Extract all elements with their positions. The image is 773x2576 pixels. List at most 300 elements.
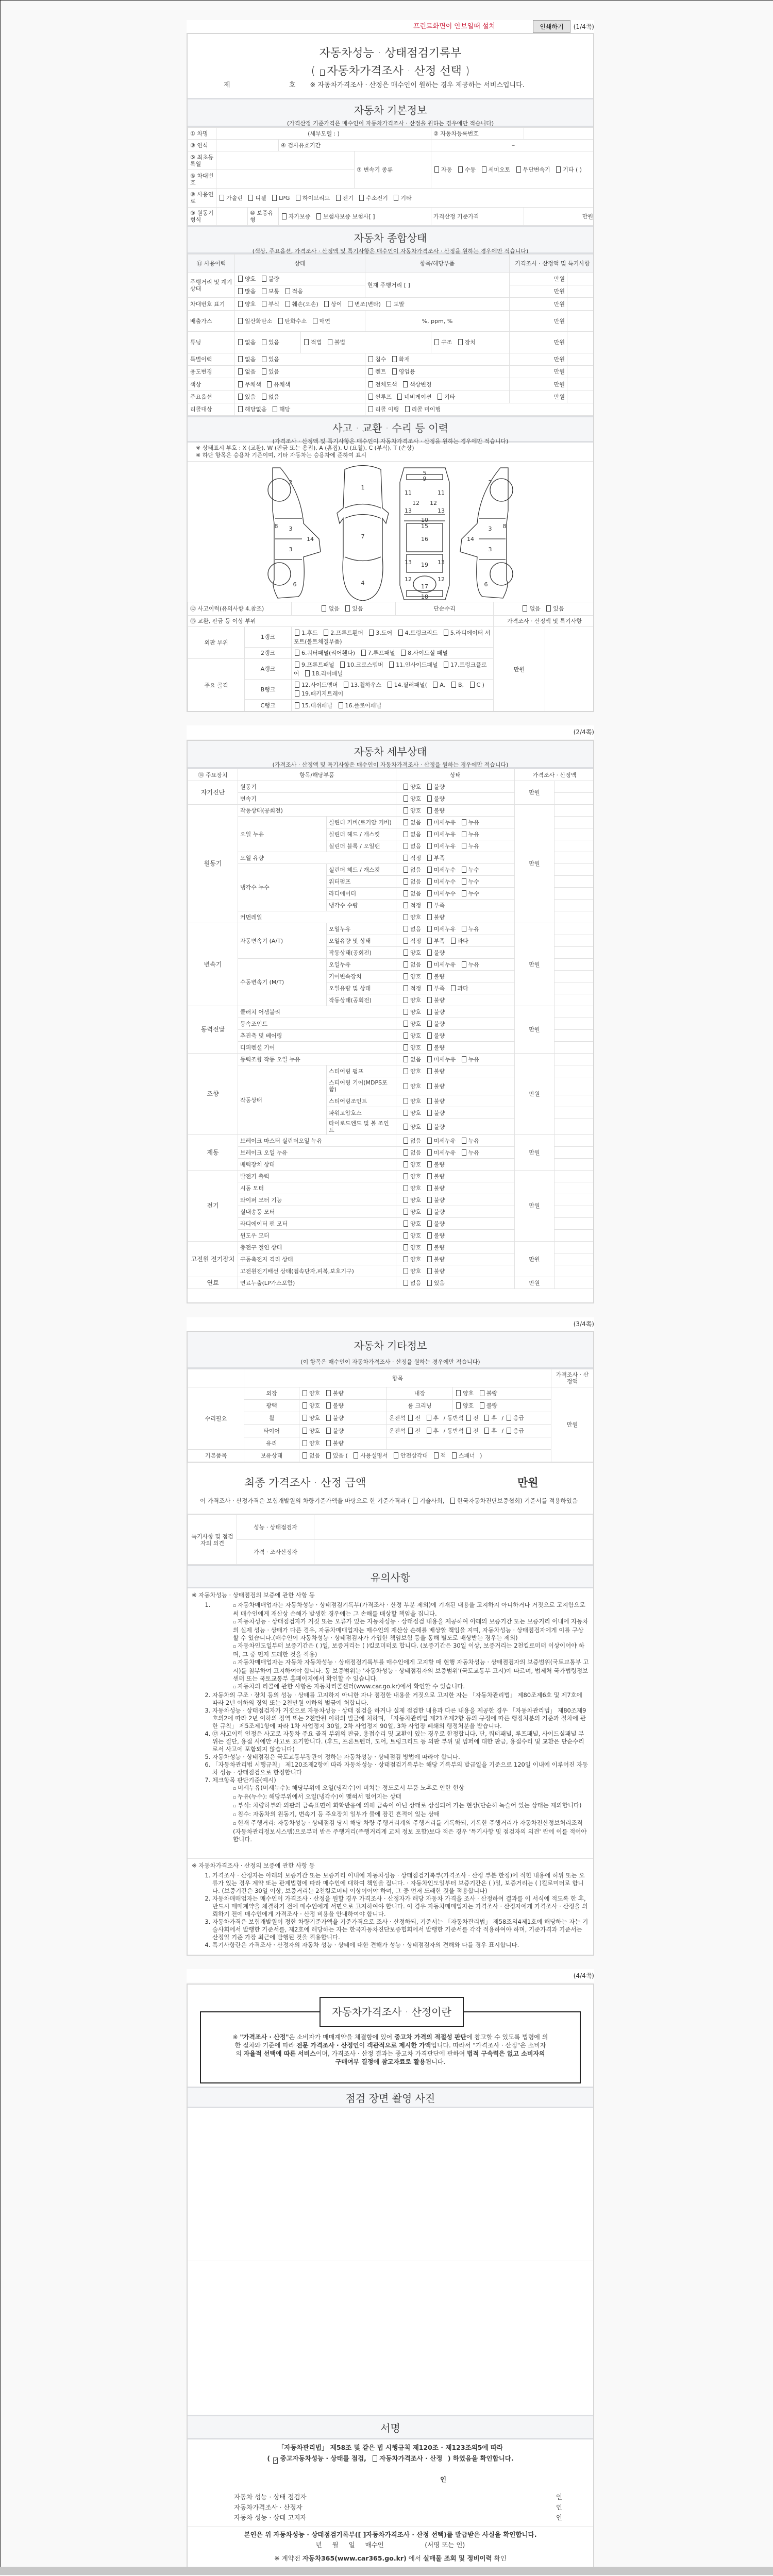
remark-field[interactable]: [567, 378, 594, 391]
checkbox[interactable]: [433, 682, 438, 688]
checkbox[interactable]: [427, 926, 432, 932]
remark-field[interactable]: [554, 1042, 595, 1054]
checkbox-option[interactable]: [457, 339, 476, 346]
checkbox[interactable]: [427, 1044, 432, 1050]
price-field[interactable]: 만원: [515, 781, 554, 805]
checkbox[interactable]: [303, 1452, 307, 1459]
checkbox[interactable]: [368, 406, 373, 412]
checkbox[interactable]: [427, 1138, 432, 1144]
checkbox-option[interactable]: [426, 961, 456, 968]
remark-field[interactable]: [554, 1230, 595, 1242]
checkbox-option[interactable]: [367, 356, 386, 363]
checkbox[interactable]: [427, 1056, 432, 1062]
remark-field[interactable]: [554, 959, 595, 971]
checkbox[interactable]: [404, 867, 408, 873]
checkbox[interactable]: [386, 301, 391, 307]
checkbox[interactable]: [404, 1009, 408, 1015]
checkbox[interactable]: [295, 662, 299, 668]
checkbox[interactable]: [427, 1244, 432, 1250]
checkbox[interactable]: [450, 1498, 455, 1504]
checkbox-option[interactable]: [426, 831, 456, 838]
checkbox-option[interactable]: [393, 195, 411, 201]
checkbox[interactable]: [462, 1138, 466, 1144]
seal-mark[interactable]: 인: [556, 2493, 562, 2501]
checkbox-option[interactable]: [247, 195, 266, 201]
checkbox[interactable]: [328, 339, 332, 345]
checkbox[interactable]: [470, 682, 475, 688]
checkbox-option[interactable]: [325, 1415, 344, 1421]
remark-field[interactable]: [554, 1159, 595, 1171]
checkbox[interactable]: [238, 339, 243, 345]
remark-field[interactable]: [554, 817, 595, 828]
remark-field[interactable]: [545, 627, 595, 712]
checkbox[interactable]: [394, 195, 398, 201]
checkbox[interactable]: [262, 356, 266, 362]
remark-field[interactable]: [554, 1277, 595, 1289]
checkbox-option[interactable]: [436, 394, 455, 400]
checkbox[interactable]: [295, 690, 299, 697]
checkbox[interactable]: [404, 1110, 408, 1116]
checkbox-option[interactable]: [261, 339, 279, 346]
checkbox[interactable]: [404, 997, 408, 1003]
checkbox-option[interactable]: [461, 867, 479, 873]
checkbox[interactable]: [427, 831, 432, 837]
checkbox-option[interactable]: [450, 682, 464, 688]
checkbox-option[interactable]: [237, 406, 267, 413]
checkbox[interactable]: [267, 381, 272, 387]
price-field[interactable]: 만원: [515, 1171, 554, 1242]
checkbox-option[interactable]: [426, 1149, 456, 1156]
checkbox-option[interactable]: [323, 630, 363, 636]
checkbox[interactable]: [458, 166, 463, 173]
checkbox-option[interactable]: [325, 1452, 348, 1459]
checkbox[interactable]: [523, 605, 527, 612]
checkbox-option[interactable]: [426, 1110, 445, 1116]
remark-field[interactable]: [554, 1135, 595, 1147]
print-button[interactable]: 인쇄하기: [533, 20, 570, 33]
remark-field[interactable]: [554, 888, 595, 900]
checkbox[interactable]: ✓: [274, 2458, 278, 2463]
remark-field[interactable]: [554, 923, 595, 935]
checkbox[interactable]: [427, 950, 432, 956]
checkbox-option[interactable]: [426, 985, 445, 992]
checkbox-option[interactable]: [461, 890, 479, 897]
checkbox[interactable]: [404, 914, 408, 920]
checkbox-option[interactable]: [426, 1268, 445, 1275]
car365-link[interactable]: 자동차365(www.car365.go.kr): [302, 2554, 407, 2562]
checkbox[interactable]: [427, 819, 432, 825]
checkbox-option[interactable]: [426, 1173, 445, 1180]
checkbox-option[interactable]: [479, 1390, 497, 1397]
checkbox[interactable]: [408, 1428, 413, 1434]
checkbox-option[interactable]: [402, 914, 421, 921]
checkbox-option[interactable]: [457, 166, 476, 173]
checkbox-option[interactable]: [367, 394, 392, 400]
mileage-field[interactable]: 현재 주행거리 [ ]: [365, 273, 510, 298]
checkbox[interactable]: [456, 1390, 461, 1396]
checkbox-option[interactable]: [402, 997, 421, 1004]
checkbox-option[interactable]: [284, 301, 318, 308]
checkbox-option[interactable]: [400, 650, 448, 656]
checkbox[interactable]: [404, 1021, 408, 1027]
checkbox[interactable]: [482, 166, 486, 173]
checkbox-option[interactable]: [404, 406, 441, 413]
remark-field[interactable]: [554, 876, 595, 888]
checkbox[interactable]: [326, 1415, 331, 1421]
checkbox-option[interactable]: [237, 318, 272, 325]
checkbox[interactable]: [262, 394, 266, 400]
checkbox-option[interactable]: [237, 276, 256, 282]
checkbox-option[interactable]: [402, 807, 421, 814]
seal-mark[interactable]: 인: [556, 2503, 562, 2511]
checkbox[interactable]: [484, 1415, 489, 1421]
checkbox[interactable]: [238, 288, 243, 294]
checkbox-option[interactable]: [402, 1044, 421, 1051]
checkbox-option[interactable]: [301, 1428, 320, 1434]
remark-field[interactable]: [554, 828, 595, 840]
checkbox[interactable]: [438, 394, 442, 400]
remark-field[interactable]: [554, 935, 595, 947]
checkbox[interactable]: [273, 406, 277, 412]
checkbox-option[interactable]: [301, 1415, 320, 1421]
checkbox-option[interactable]: [426, 855, 445, 861]
checkbox[interactable]: [456, 1402, 461, 1409]
checkbox-option[interactable]: [515, 166, 550, 173]
price-field[interactable]: 만원: [510, 311, 567, 332]
checkbox-option[interactable]: [461, 831, 479, 838]
checkbox-option[interactable]: [343, 682, 381, 688]
checkbox[interactable]: [427, 1185, 432, 1191]
checkbox-option[interactable]: [391, 356, 410, 363]
checkbox[interactable]: [451, 682, 456, 688]
remark-field[interactable]: [554, 1194, 595, 1206]
checkbox[interactable]: [404, 1280, 408, 1286]
remark-field[interactable]: [554, 1065, 595, 1077]
checkbox[interactable]: [303, 1440, 307, 1446]
checkbox-option[interactable]: [461, 926, 479, 933]
checkbox-option[interactable]: [426, 1124, 445, 1130]
checkbox-option[interactable]: [402, 1056, 421, 1063]
checkbox[interactable]: [480, 1390, 484, 1396]
checkbox[interactable]: [507, 1415, 511, 1421]
checkbox[interactable]: [427, 795, 432, 802]
checkbox-option[interactable]: [426, 1197, 445, 1204]
checkbox[interactable]: [369, 630, 374, 636]
checkbox-option[interactable]: [483, 1415, 497, 1421]
checkbox-option[interactable]: [426, 819, 456, 826]
remark-field[interactable]: [567, 311, 594, 332]
checkbox[interactable]: [403, 381, 408, 387]
checkbox-option[interactable]: [402, 926, 421, 933]
price-field[interactable]: 만원: [510, 332, 567, 353]
checkbox-option[interactable]: [433, 1452, 446, 1459]
checkbox[interactable]: [427, 1149, 432, 1156]
checkbox[interactable]: [404, 950, 408, 956]
checkbox-option[interactable]: [277, 318, 307, 325]
checkbox[interactable]: [462, 878, 466, 885]
checkbox-option[interactable]: [455, 1402, 474, 1409]
checkbox[interactable]: [484, 1428, 489, 1434]
checkbox-option[interactable]: [325, 1428, 344, 1434]
checkbox[interactable]: [404, 1149, 408, 1156]
checkbox[interactable]: [444, 630, 448, 636]
checkbox-option[interactable]: [261, 276, 279, 282]
checkbox-option[interactable]: [402, 1209, 421, 1215]
remark-field[interactable]: [554, 1054, 595, 1065]
emission-field[interactable]: %, ppm, %: [365, 311, 510, 332]
checkbox[interactable]: [405, 406, 410, 412]
checkbox-option[interactable]: [407, 1415, 421, 1421]
checkbox-option[interactable]: [301, 1452, 320, 1459]
checkbox-option[interactable]: [266, 381, 290, 388]
checkbox[interactable]: [282, 213, 287, 219]
checkbox-option[interactable]: [402, 1280, 421, 1286]
checkbox-option[interactable]: [426, 1280, 445, 1286]
checkbox-option[interactable]: [325, 1390, 344, 1397]
car-name-field[interactable]: (세부모델 : ): [216, 128, 431, 140]
checkbox[interactable]: [295, 630, 299, 636]
checkbox[interactable]: [427, 1232, 432, 1239]
checkbox-option[interactable]: [426, 843, 456, 850]
checkbox[interactable]: [462, 843, 466, 849]
checkbox[interactable]: [262, 301, 266, 307]
checkbox-option[interactable]: [426, 807, 445, 814]
checkbox[interactable]: [404, 1083, 408, 1089]
remark-field[interactable]: [554, 805, 595, 817]
checkbox[interactable]: [404, 1221, 408, 1227]
checkbox[interactable]: [361, 650, 366, 656]
checkbox-option[interactable]: [402, 1138, 421, 1144]
checkbox-option[interactable]: [402, 961, 421, 968]
checkbox-option[interactable]: [261, 394, 279, 400]
checkbox-option[interactable]: [402, 1268, 421, 1275]
checkbox-option[interactable]: [450, 985, 468, 992]
checkbox[interactable]: [451, 938, 456, 944]
checkbox-option[interactable]: [402, 795, 421, 802]
checkbox[interactable]: [285, 288, 290, 294]
checkbox[interactable]: [296, 195, 300, 201]
checkbox[interactable]: [404, 807, 408, 814]
checkbox-option[interactable]: [402, 1021, 421, 1027]
checkbox[interactable]: [336, 195, 341, 201]
checkbox[interactable]: [427, 902, 432, 908]
checkbox[interactable]: [404, 1232, 408, 1239]
checkbox[interactable]: [427, 1032, 432, 1039]
checkbox-option[interactable]: [402, 855, 421, 861]
inspector-opinion-field[interactable]: [314, 1515, 593, 1540]
checkbox-option[interactable]: [432, 682, 445, 688]
price-field[interactable]: 만원: [510, 353, 567, 366]
price-field[interactable]: 만원: [510, 298, 567, 311]
price-field[interactable]: 만원: [515, 1006, 554, 1054]
checkbox-option[interactable]: [426, 1021, 445, 1027]
price-field[interactable]: 만원: [510, 273, 567, 285]
checkbox[interactable]: [359, 195, 364, 201]
price-field[interactable]: 만원: [510, 285, 567, 298]
checkbox[interactable]: [238, 301, 243, 307]
remark-field[interactable]: [554, 1206, 595, 1218]
checkbox[interactable]: [427, 973, 432, 979]
remark-field[interactable]: [567, 366, 594, 378]
checkbox-option[interactable]: [347, 301, 381, 308]
checkbox-option[interactable]: [402, 1009, 421, 1015]
checkbox[interactable]: [238, 356, 243, 362]
checkbox[interactable]: [556, 166, 561, 173]
checkbox[interactable]: [480, 1402, 484, 1409]
checkbox-option[interactable]: [325, 1440, 344, 1447]
checkbox[interactable]: [326, 1390, 331, 1396]
checkbox[interactable]: [278, 318, 283, 324]
checkbox[interactable]: [427, 867, 432, 873]
checkbox-option[interactable]: [461, 878, 479, 885]
checkbox-option[interactable]: [402, 950, 421, 956]
checkbox-option[interactable]: [301, 1390, 320, 1397]
inspection-period-field[interactable]: ~: [431, 140, 594, 151]
checkbox-option[interactable]: [402, 985, 421, 992]
checkbox-option[interactable]: [393, 1452, 428, 1459]
checkbox-option[interactable]: [397, 630, 438, 636]
checkbox-option[interactable]: [426, 1044, 445, 1051]
checkbox-option[interactable]: [358, 195, 388, 201]
price-field[interactable]: 만원: [515, 923, 554, 1006]
checkbox-option[interactable]: [294, 630, 318, 636]
checkbox[interactable]: [404, 1197, 408, 1203]
checkbox-option[interactable]: [237, 301, 256, 308]
checkbox-option[interactable]: [294, 650, 355, 656]
checkbox[interactable]: [389, 662, 394, 668]
checkbox[interactable]: [427, 985, 432, 991]
checkbox-option[interactable]: [449, 1497, 578, 1504]
checkbox-option[interactable]: [261, 368, 279, 375]
checkbox[interactable]: [303, 1402, 307, 1409]
remark-field[interactable]: [554, 1147, 595, 1159]
checkbox-option[interactable]: [325, 1402, 344, 1409]
checkbox[interactable]: [316, 213, 321, 219]
checkbox-option[interactable]: [271, 195, 290, 201]
checkbox-option[interactable]: [391, 368, 415, 375]
checkbox[interactable]: [326, 1440, 331, 1446]
checkbox[interactable]: [427, 1009, 432, 1015]
reg-no-field[interactable]: [524, 128, 594, 140]
checkbox[interactable]: [404, 878, 408, 885]
checkbox-option[interactable]: [481, 166, 511, 173]
checkbox-option[interactable]: [301, 1440, 320, 1447]
checkbox[interactable]: [452, 1452, 457, 1459]
checkbox[interactable]: [313, 318, 317, 324]
checkbox-option[interactable]: [237, 394, 256, 400]
checkbox-option[interactable]: [402, 1149, 421, 1156]
checkbox-option[interactable]: [426, 1256, 445, 1263]
checkbox-option[interactable]: [402, 902, 421, 909]
checkbox-option[interactable]: [352, 1452, 388, 1459]
checkbox-option[interactable]: [323, 301, 342, 308]
remark-field[interactable]: [554, 840, 595, 852]
checkbox-option[interactable]: [426, 1056, 456, 1063]
checkbox[interactable]: [404, 1268, 408, 1274]
checkbox-option[interactable]: [402, 1173, 421, 1180]
checkbox[interactable]: [322, 605, 326, 612]
checkbox[interactable]: [303, 1390, 307, 1396]
checkbox[interactable]: [427, 1173, 432, 1179]
checkbox[interactable]: [326, 1428, 331, 1434]
checkbox[interactable]: [404, 1256, 408, 1262]
price-field[interactable]: 만원: [510, 391, 567, 403]
checkbox-option[interactable]: [312, 318, 330, 325]
checkbox[interactable]: [262, 339, 266, 345]
checkbox-option[interactable]: [461, 961, 479, 968]
checkbox[interactable]: [427, 1197, 432, 1203]
price-field[interactable]: 만원: [515, 1054, 554, 1135]
checkbox-option[interactable]: [284, 288, 303, 295]
checkbox-option[interactable]: [402, 878, 421, 885]
checkbox-option[interactable]: [402, 1232, 421, 1239]
checkbox-option[interactable]: [386, 682, 427, 688]
remark-field[interactable]: [554, 1095, 595, 1107]
checkbox-option[interactable]: [426, 938, 445, 944]
checkbox[interactable]: [466, 1415, 471, 1421]
checkbox[interactable]: [427, 784, 432, 790]
checkbox[interactable]: [354, 1452, 358, 1459]
checkbox-option[interactable]: [294, 662, 334, 668]
checkbox[interactable]: [404, 926, 408, 932]
checkbox[interactable]: [427, 1098, 432, 1104]
checkbox-option[interactable]: [295, 195, 330, 201]
checkbox-option[interactable]: [294, 690, 343, 697]
checkbox-option[interactable]: [402, 784, 421, 790]
checkbox-option[interactable]: [455, 1390, 474, 1397]
engine-field[interactable]: [216, 208, 248, 226]
checkbox-option[interactable]: [261, 356, 279, 363]
checkbox[interactable]: [368, 381, 373, 387]
price-field[interactable]: 만원: [510, 378, 567, 391]
remark-field[interactable]: [554, 900, 595, 911]
checkbox[interactable]: [427, 1256, 432, 1262]
checkbox[interactable]: [303, 1428, 307, 1434]
remark-field[interactable]: [554, 947, 595, 959]
checkbox-option[interactable]: [301, 1402, 320, 1409]
price-field[interactable]: 만원: [515, 805, 554, 923]
checkbox[interactable]: [427, 855, 432, 861]
checkbox-option[interactable]: [426, 1009, 445, 1015]
checkbox-option[interactable]: [237, 356, 256, 363]
checkbox-option[interactable]: [367, 381, 397, 388]
checkbox[interactable]: [324, 301, 329, 307]
checkbox-option[interactable]: [426, 926, 456, 933]
checkbox[interactable]: [427, 997, 432, 1003]
checkbox-option[interactable]: [402, 1256, 421, 1263]
checkbox[interactable]: [462, 961, 466, 968]
checkbox-option[interactable]: [469, 682, 484, 688]
checkbox-option[interactable]: [402, 1161, 421, 1168]
checkbox[interactable]: [427, 938, 432, 944]
checkbox-option[interactable]: [450, 938, 468, 944]
checkbox[interactable]: [427, 1083, 432, 1089]
remark-field[interactable]: [554, 1119, 595, 1135]
checkbox[interactable]: [451, 985, 456, 991]
checkbox-option[interactable]: [426, 1209, 445, 1215]
checkbox[interactable]: [295, 682, 299, 688]
checkbox[interactable]: [272, 195, 277, 201]
checkbox[interactable]: [368, 356, 373, 362]
checkbox-option[interactable]: [433, 339, 452, 346]
checkbox-option[interactable]: [303, 339, 322, 346]
checkbox-option[interactable]: [451, 1452, 475, 1459]
checkbox-option[interactable]: [426, 1161, 445, 1168]
checkbox[interactable]: [398, 630, 403, 636]
checkbox[interactable]: [462, 831, 466, 837]
date-line[interactable]: 년 월 일 매수인 (서명 또는 인): [315, 2541, 465, 2549]
checkbox[interactable]: [368, 394, 373, 400]
